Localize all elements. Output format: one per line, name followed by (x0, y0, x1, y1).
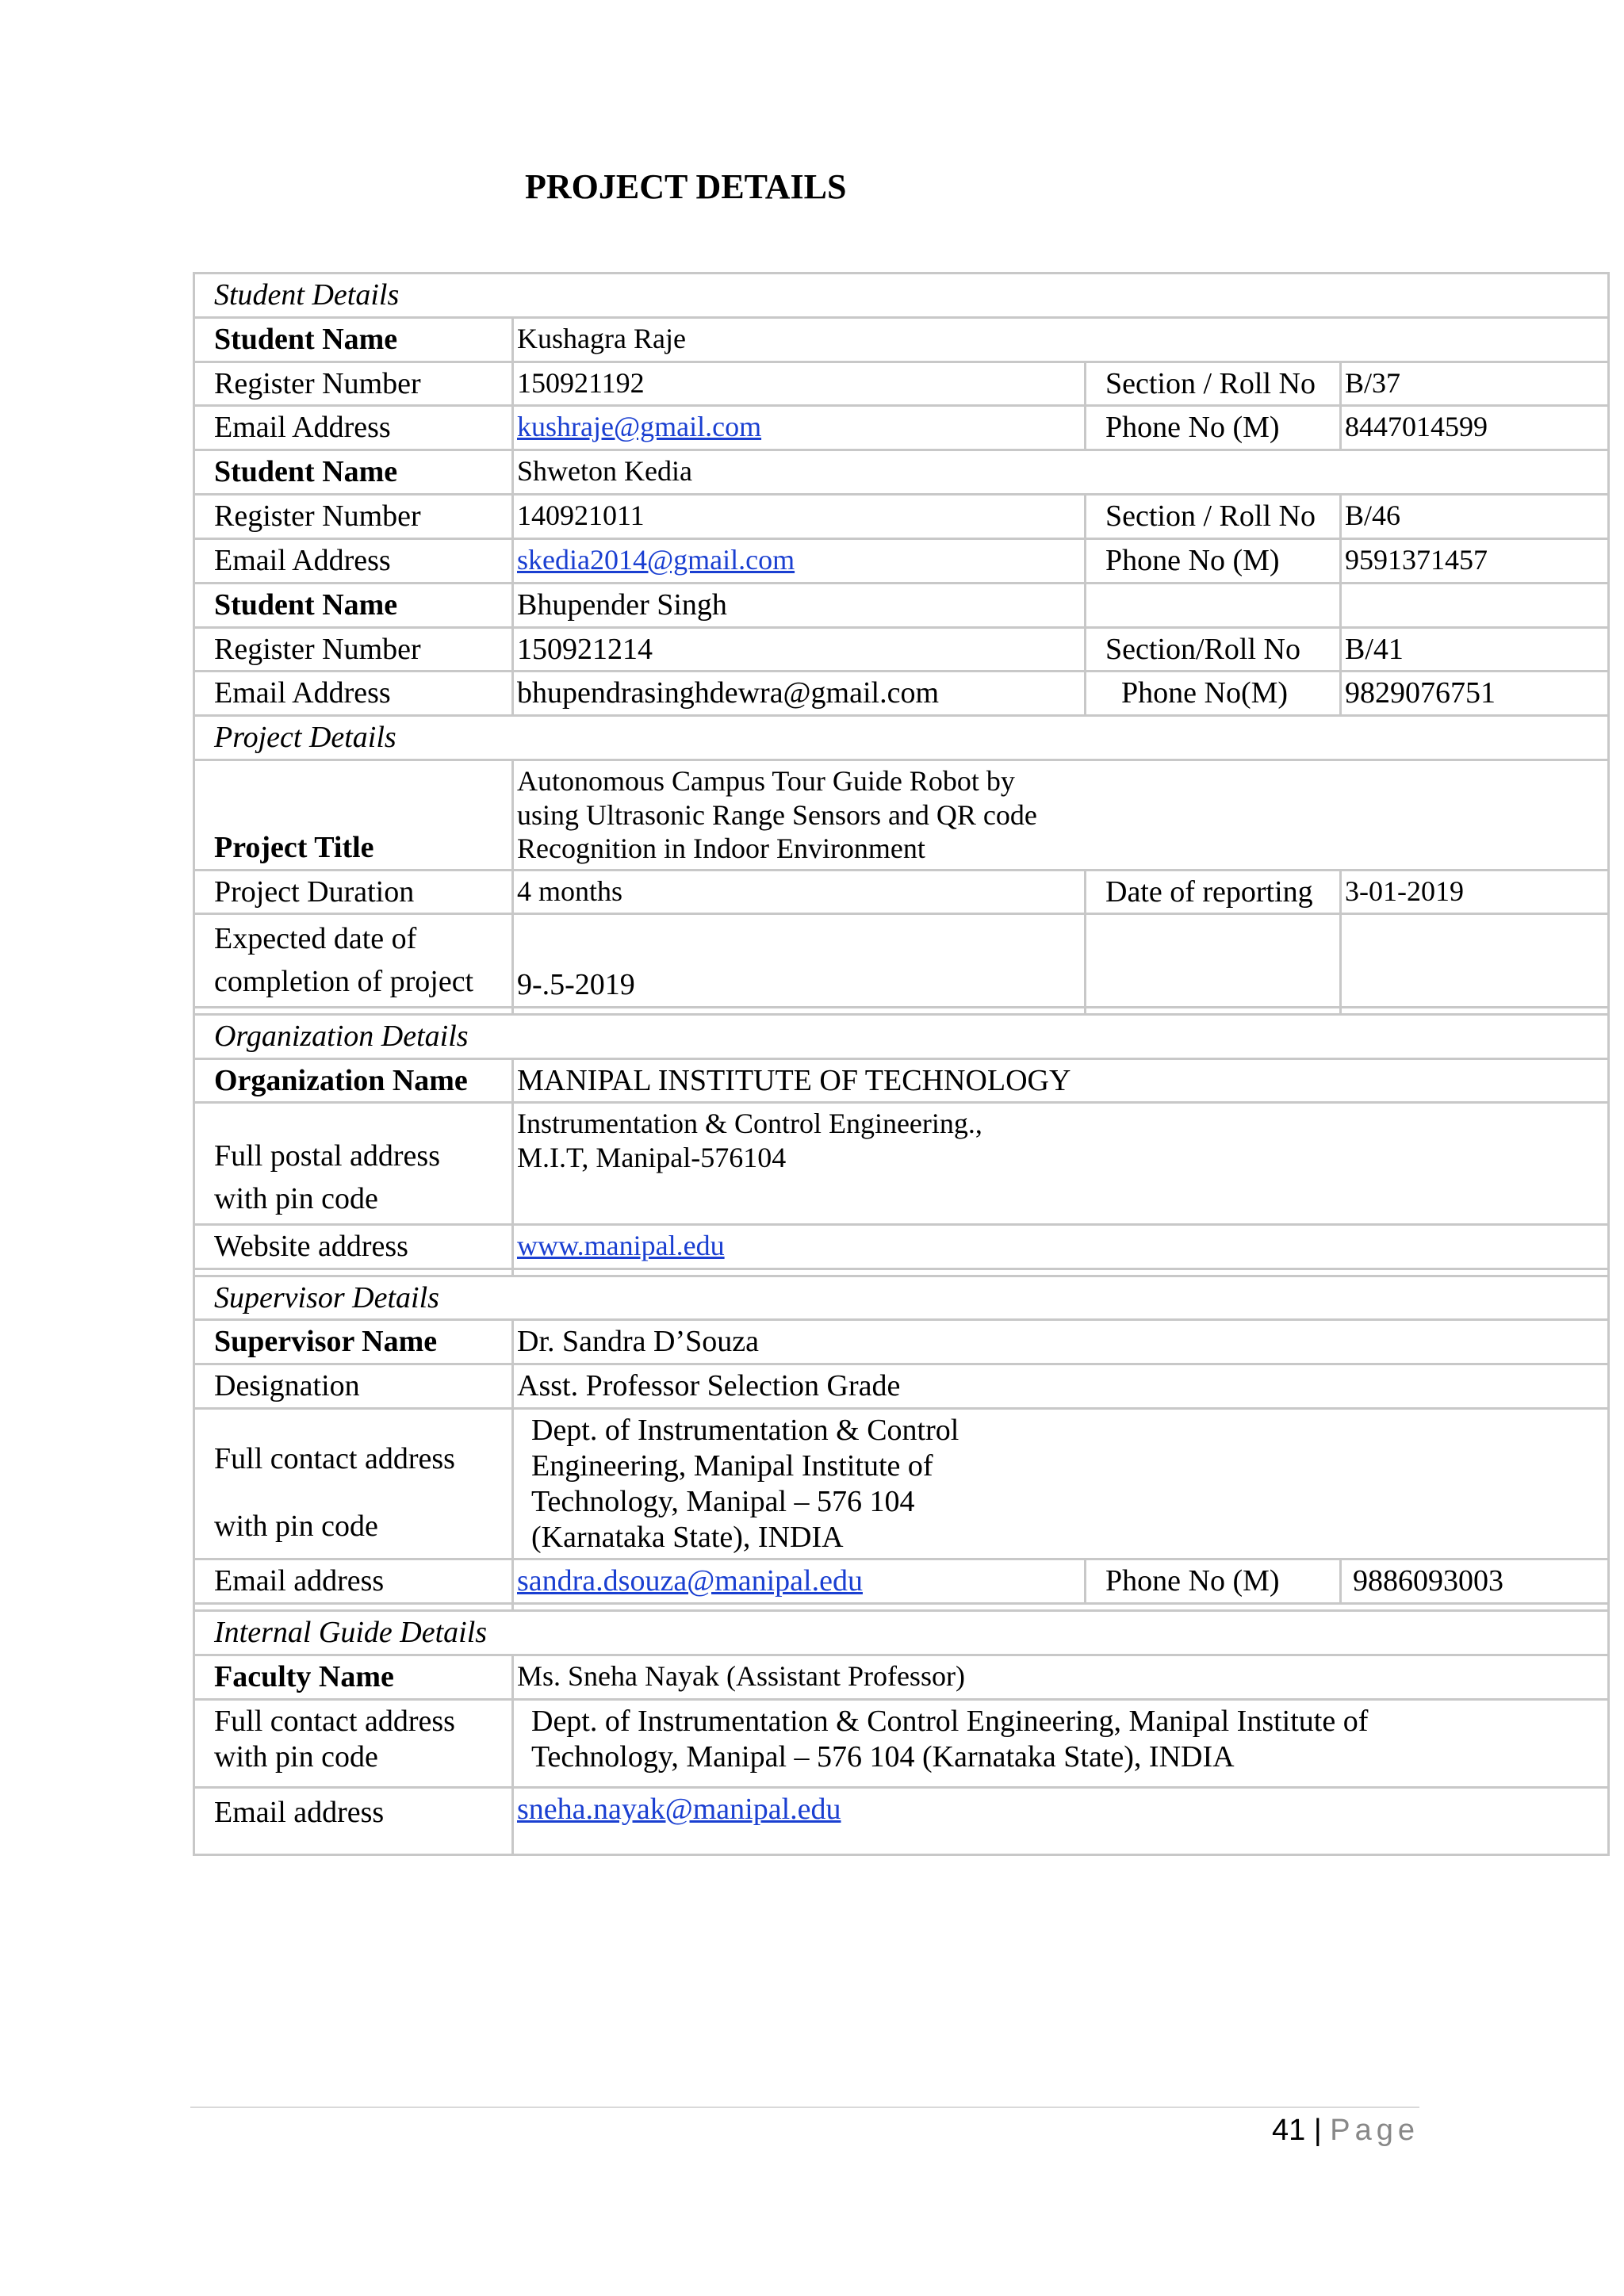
roll-number-value: B/37 (1341, 362, 1609, 406)
table-row (194, 870, 1609, 914)
section-header-student (194, 274, 1609, 318)
field-label: Phone No (M) (1086, 1559, 1341, 1604)
page-word: Page (1330, 2114, 1419, 2147)
field-label (194, 914, 513, 1007)
phone-value: 9829076751 (1341, 672, 1609, 716)
section-label: Project Details (194, 716, 1609, 760)
table-row (194, 914, 1609, 1007)
field-label: Register Number (194, 627, 513, 672)
section-header-supervisor (194, 1276, 1609, 1320)
email-link[interactable]: sandra.dsouza@manipal.edu (517, 1564, 863, 1598)
table-row (194, 362, 1609, 406)
project-details-table (193, 272, 1610, 1856)
text-line: Full contact address (214, 1704, 455, 1738)
field-label (194, 1409, 513, 1559)
table-row (194, 1559, 1609, 1604)
field-label: Project Duration (194, 870, 513, 914)
field-label: Website address (194, 1224, 513, 1269)
field-label: Phone No (M) (1086, 538, 1341, 583)
table-row (194, 538, 1609, 583)
email-link[interactable]: skedia2014@gmail.com (517, 543, 795, 576)
text-line: M.I.T, Manipal-576104 (517, 1141, 787, 1173)
text-line: Engineering, Manipal Institute of (531, 1448, 933, 1483)
field-label: Student Name (194, 317, 513, 362)
spacer-row (194, 1604, 1609, 1611)
field-label: Faculty Name (194, 1655, 513, 1700)
section-header-guide (194, 1611, 1609, 1655)
field-label: Email Address (194, 672, 513, 716)
student-name-value: Shweton Kedia (513, 450, 1609, 495)
field-label: Email Address (194, 406, 513, 450)
table-row (194, 760, 1609, 870)
text-line: completion of project (214, 964, 474, 998)
field-label: Phone No (M) (1086, 406, 1341, 450)
table-row (194, 1787, 1609, 1854)
field-label: Project Title (194, 760, 513, 870)
field-label (194, 1699, 513, 1787)
text-line: Recognition in Indoor Environment (517, 832, 925, 865)
completion-date-value: 9-.5-2019 (513, 914, 1086, 1007)
text-line: Expected date of (214, 922, 417, 956)
guide-address-value (513, 1699, 1609, 1787)
field-label (194, 1103, 513, 1224)
page-number: 41 (1271, 2114, 1306, 2147)
field-label: Register Number (194, 362, 513, 406)
table-row (194, 406, 1609, 450)
supervisor-name-value: Dr. Sandra D’Souza (513, 1320, 1609, 1364)
empty-cell (1086, 914, 1341, 1007)
table-row (194, 672, 1609, 716)
text-line: Technology, Manipal – 576 104 (531, 1484, 915, 1518)
spacer-row (194, 1269, 1609, 1276)
project-duration-value: 4 months (513, 870, 1086, 914)
designation-value: Asst. Professor Selection Grade (513, 1364, 1609, 1409)
student-name-value: Kushagra Raje (513, 317, 1609, 362)
text-line: Autonomous Campus Tour Guide Robot by (517, 765, 1015, 798)
empty-cell (1341, 914, 1609, 1007)
email-link[interactable]: sneha.nayak@manipal.edu (517, 1792, 841, 1826)
table-row (194, 317, 1609, 362)
page-footer (1272, 2114, 1419, 2148)
phone-value: 9886093003 (1341, 1559, 1609, 1604)
section-header-organization (194, 1014, 1609, 1058)
organization-name-value: MANIPAL INSTITUTE OF TECHNOLOGY (513, 1058, 1609, 1103)
table-row (194, 1655, 1609, 1700)
email-link[interactable]: kushraje@gmail.com (517, 411, 762, 443)
field-label: Phone No(M) (1086, 672, 1341, 716)
field-label: Student Name (194, 583, 513, 627)
table-row (194, 1058, 1609, 1103)
section-label: Internal Guide Details (194, 1611, 1609, 1655)
reporting-date-value: 3-01-2019 (1341, 870, 1609, 914)
field-label: Register Number (194, 495, 513, 539)
field-label: Student Name (194, 450, 513, 495)
field-label: Section / Roll No (1086, 495, 1341, 539)
table-row (194, 1409, 1609, 1559)
table-row (194, 1320, 1609, 1364)
table-row (194, 583, 1609, 627)
table-row (194, 1364, 1609, 1409)
project-title-value (513, 760, 1609, 870)
phone-value: 8447014599 (1341, 406, 1609, 450)
field-label: Supervisor Name (194, 1320, 513, 1364)
table-row (194, 495, 1609, 539)
field-label: Section / Roll No (1086, 362, 1341, 406)
footer-divider (190, 2107, 1419, 2108)
section-header-project (194, 716, 1609, 760)
field-label: Email address (194, 1559, 513, 1604)
supervisor-address-value (513, 1409, 1609, 1559)
field-label: Designation (194, 1364, 513, 1409)
text-line: Technology, Manipal – 576 104 (Karnataka State), INDIA (531, 1739, 1235, 1774)
text-line: Dept. of Instrumentation & Control (531, 1414, 959, 1448)
field-label: Date of reporting (1086, 870, 1341, 914)
roll-number-value: B/46 (1341, 495, 1609, 539)
section-label: Organization Details (194, 1014, 1609, 1058)
text-line: Full postal address (214, 1139, 440, 1173)
text-line: (Karnataka State), INDIA (531, 1520, 844, 1554)
table-row (194, 1103, 1609, 1224)
text-line: with pin code (214, 1509, 378, 1543)
table-row (194, 1699, 1609, 1787)
register-number-value: 150921214 (513, 627, 1086, 672)
field-label: Email address (194, 1787, 513, 1854)
table-row (194, 627, 1609, 672)
spacer-row (194, 1007, 1609, 1014)
section-label: Student Details (194, 274, 1609, 318)
empty-cell (1086, 583, 1341, 627)
section-label: Supervisor Details (194, 1276, 1609, 1320)
text-line: with pin code (214, 1181, 378, 1215)
page-separator: | (1313, 2114, 1322, 2147)
table-row (194, 1224, 1609, 1269)
text-line: Instrumentation & Control Engineering., (517, 1108, 982, 1140)
page-title: PROJECT DETAILS (525, 167, 847, 206)
text-line: with pin code (214, 1739, 378, 1774)
website-link[interactable]: www.manipal.edu (517, 1229, 725, 1261)
table-row (194, 450, 1609, 495)
postal-address-value (513, 1103, 1609, 1224)
email-value: bhupendrasinghdewra@gmail.com (513, 672, 1086, 716)
register-number-value: 140921011 (513, 495, 1086, 539)
empty-cell (1341, 583, 1609, 627)
field-label: Organization Name (194, 1058, 513, 1103)
field-label: Section/Roll No (1086, 627, 1341, 672)
student-name-value: Bhupender Singh (513, 583, 1086, 627)
roll-number-value: B/41 (1341, 627, 1609, 672)
phone-value: 9591371457 (1341, 538, 1609, 583)
field-label: Email Address (194, 538, 513, 583)
text-line: using Ultrasonic Range Sensors and QR code (517, 798, 1037, 831)
register-number-value: 150921192 (513, 362, 1086, 406)
faculty-name-value: Ms. Sneha Nayak (Assistant Professor) (513, 1655, 1609, 1700)
text-line: Dept. of Instrumentation & Control Engineering, Manipal Institute of (531, 1704, 1369, 1738)
text-line: Full contact address (214, 1442, 455, 1476)
